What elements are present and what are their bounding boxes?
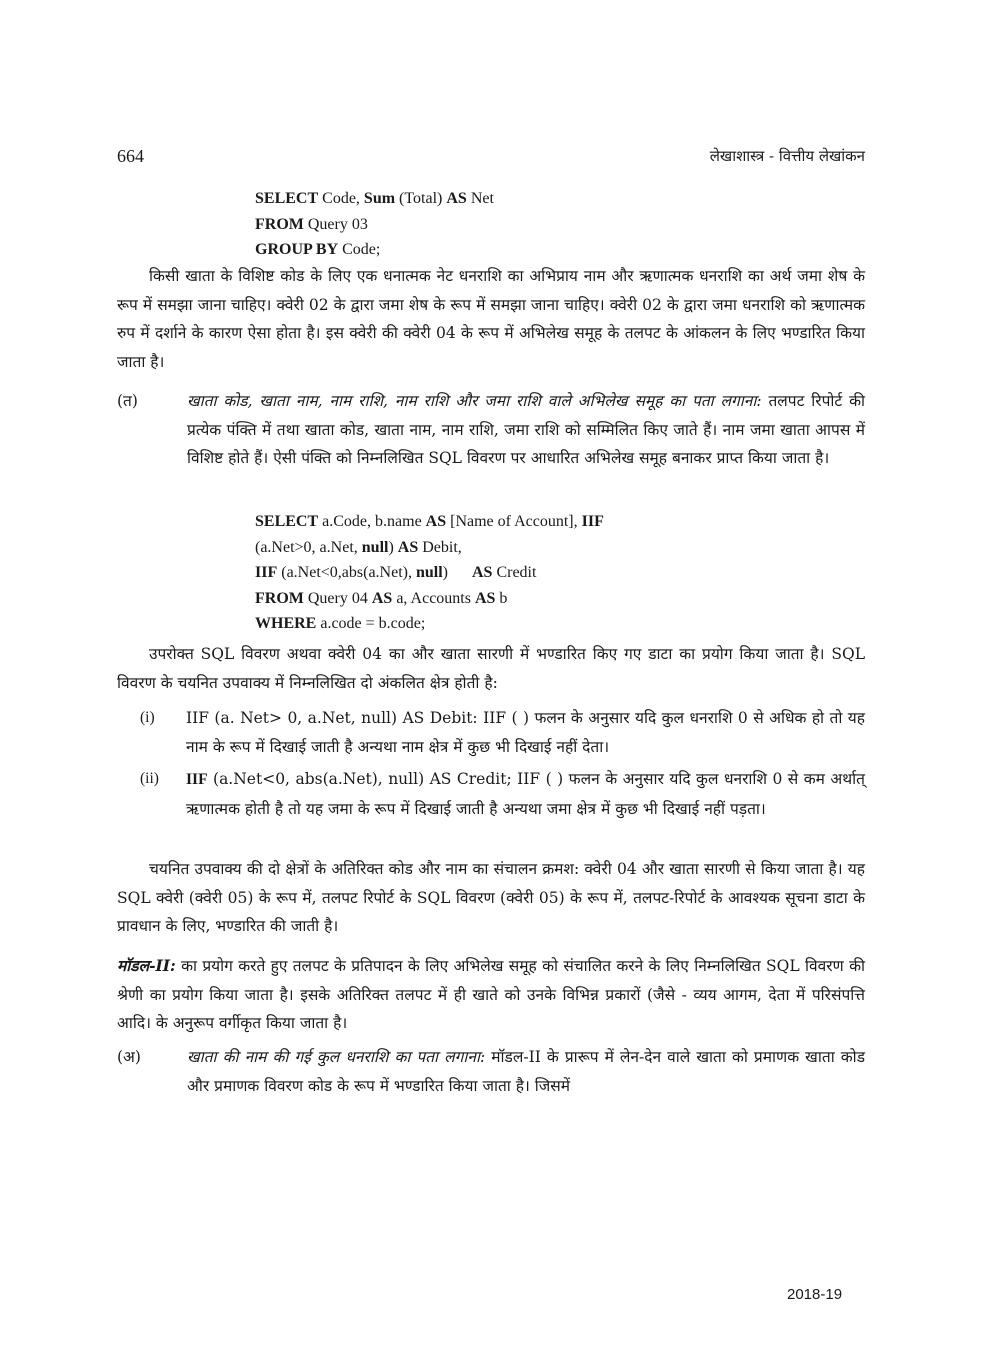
item-label: (अ) <box>117 1048 141 1066</box>
sub-item-label: (ii) <box>140 770 159 787</box>
sql-line: FROM Query 04 AS a, Accounts AS b <box>255 589 508 607</box>
item-body: खाता कोड, खाता नाम, नाम राशि, नाम राशि और जमा राशि वाले अभिलेख समूह का पता लगाना: तलपट रिपोर्ट की प्रत्येक पंक्ति में तथा खाता कोड, खाता नाम, नाम राशि, जमा राशि को सम्मिलित किए जाते हैं। नाम जमा खाता आपस में विशिष्ट होते हैं। ऐसी पंक्ति को निम्नलिखित SQL विवरण पर आधारित अभिलेख समूह बनाकर प्राप्त किया जाता है। <box>187 392 865 467</box>
sub-item-label: (i) <box>140 709 155 726</box>
sql-block-query05 <box>255 509 604 637</box>
sql-line: SELECT a.Code, b.name AS [Name of Account], IIF <box>255 513 604 530</box>
sql-line: FROM Query 03 <box>255 215 368 233</box>
item-body: खाता की नाम की गई कुल धनराशि का पता लगाना: मॉडल-II के प्रारूप में लेन-देन वाले खाता को प्रमाणक खाता कोड और प्रमाणक विवरण कोड के रूप में भण्डारित किया जाता है। जिसमें <box>187 1048 865 1095</box>
sql-line: (a.Net>0, a.Net, null) AS Debit, <box>255 538 462 556</box>
list-item-a <box>117 1043 865 1100</box>
item-heading: खाता कोड, खाता नाम, नाम राशि, नाम राशि और जमा राशि वाले अभिलेख समूह का पता लगाना: <box>187 392 762 410</box>
paragraph-model-ii: मॉडल-II: का प्रयोग करते हुए तलपट के प्रतिपादन के लिए अभिलेख समूह को संचालित करने के लिए निम्नलिखित SQL विवरण की श्रेणी का प्रयोग किया जाता है। इसके अतिरिक्त तलपट में ही खाते को उनके विभिन्न प्रकारों (जैसे - व्यय आगम, देता में परिसंपत्ति आदि। के अनुरूप वर्गीकृत किया जाता है। <box>117 956 865 1032</box>
list-item-t <box>117 387 865 473</box>
item-label: (त) <box>117 392 138 410</box>
model-ii-lead: मॉडल-II: <box>117 956 176 975</box>
sql-line: WHERE a.code = b.code; <box>255 615 426 632</box>
sub-item-body: IIF (a. Net> 0, a.Net, null) AS Debit: IIF ( ) फलन के अनुसार यदि कुल धनराशि 0 से अधिक हो तो यह नाम के रूप में दिखाई जाती है अन्यथा नाम क्षेत्र में कुछ भी दिखाई नहीं देता। <box>186 709 865 756</box>
footer-year: 2018-19 <box>787 1286 843 1303</box>
item-heading: खाता की नाम की गई कुल धनराशि का पता लगाना: <box>187 1048 486 1066</box>
sql-block-query04 <box>255 186 494 263</box>
sub-item-i <box>140 704 865 761</box>
paragraph-select-clause: चयनित उपवाक्य की दो क्षेत्रों के अतिरिक्त कोड और नाम का संचालन क्रमश: क्वेरी 04 और खाता सारणी से किया जाता है। यह SQL क्वेरी (क्वेरी 05) के रूप में, तलपट रिपोर्ट के SQL विवरण (क्वेरी 05) के रूप में, तलपट-रिपोर्ट के आवश्यक सूचना डाटा के प्रावधान के लिए, भण्डारित की जाती है। <box>117 860 865 935</box>
paragraph-net-balance: किसी खाता के विशिष्ट कोड के लिए एक धनात्मक नेट धनराशि का अभिप्राय नाम और ऋणात्मक धनराशि का अर्थ जमा शेष के रूप में समझा जाना चाहिए। क्वेरी 02 के द्वारा जमा शेष के रूप में समझा जाना चाहिए। क्वेरी 02 के द्वारा जमा धनराशि को ऋणात्मक रुप में दर्शाने के कारण ऐसा होता है। इस क्वेरी की क्वेरी 04 के रूप में अभिलेख समूह के तलपट के आंकलन के लिए भण्डारित किया जाता है। <box>117 267 865 371</box>
sql-line: GROUP BY Code; <box>255 241 381 258</box>
sub-item-body: IIF (a.Net<0, abs(a.Net), null) AS Credit; IIF ( ) फलन के अनुसार यदि कुल धनराशि 0 से कम अर्थात् ऋणात्मक होती है तो यह जमा के रूप में दिखाई जाती है अन्यथा जमा क्षेत्र में कुछ भी दिखाई नहीं पड़ता। <box>186 770 865 818</box>
paragraph-sql-explanation: उपरोक्त SQL विवरण अथवा क्वेरी 04 का और खाता सारणी में भण्डारित किए गए डाटा का प्रयोग किया जाता है। SQL विवरण के चयनित उपवाक्य में निम्नलिखित दो अंकलित क्षेत्र होती है: <box>117 645 865 692</box>
sql-line: SELECT Code, Sum (Total) AS Net <box>255 190 494 207</box>
page-number: 664 <box>117 146 144 166</box>
running-title: लेखाशास्त्र - वित्तीय लेखांकन <box>709 147 865 165</box>
sql-line: IIF (a.Net<0,abs(a.Net), null) AS Credit <box>255 564 537 581</box>
sub-item-ii <box>140 765 865 823</box>
